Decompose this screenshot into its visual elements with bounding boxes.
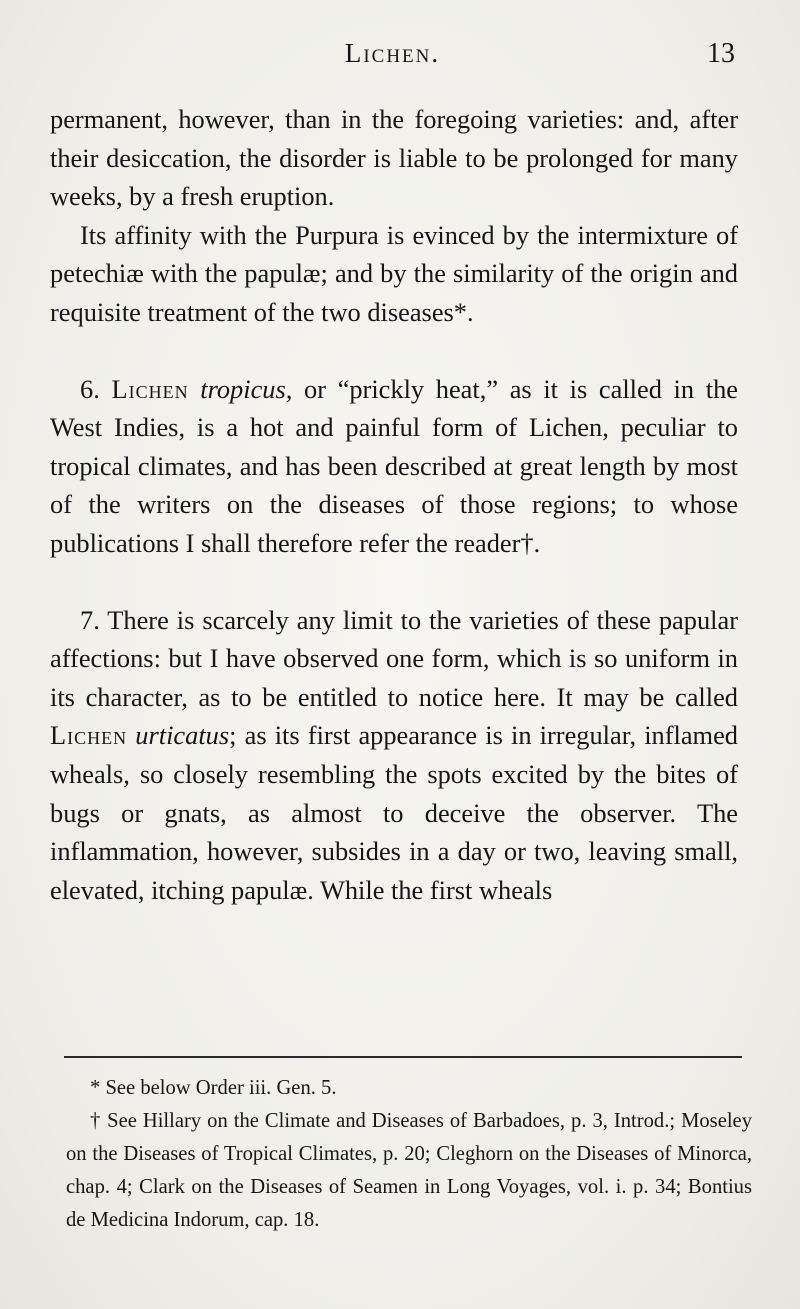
paragraph-text: ; as its first appearance is in irregular, inflamed wheals, so closely resembling the spots excited by the bites of bugs or gnats, as almost to deceive the observer. The inflammation, however, subsides in a day or two, leaving small, elevated, itching papulæ. While the first wheals <box>50 720 738 905</box>
paragraph-purpura-affinity: Its affinity with the Purpura is evinced by the intermixture of petechiæ with the papulæ; and by the similarity of the origin and requisite treatment of the two diseases*. <box>50 219 738 327</box>
genus-name: Lichen <box>111 373 189 404</box>
running-head: Lichen. <box>344 38 441 68</box>
paragraph-continued: permanent, however, than in the foregoing varieties: and, after their desiccation, the disorder is liable to be prolonged for many weeks, by a fresh eruption. <box>50 104 738 212</box>
paragraph-lichen-urticatus <box>50 601 738 910</box>
footnote-dagger: † See Hillary on the Climate and Diseases of Barbadoes, p. 3, Introd.; Moseley on the Diseases of Tropical Climates, p. 20; Cleghorn on the Diseases of Minorca, chap. 4; Clark on the Diseases of Seamen in Long Voyages, vol. i. p. 34; Bontius de Medicina Indorum, cap. 18. <box>66 1110 752 1231</box>
paragraph-text: 7. There is scarcely any limit to the varieties of these papular affections: but I have observed one form, which is so uniform in its character, as to be entitled to notice here. It may be called <box>50 604 738 712</box>
paragraph-lichen-tropicus <box>50 370 738 563</box>
section-number: 6. <box>80 373 100 404</box>
footnote-rule <box>64 1056 742 1058</box>
genus-name: Lichen <box>50 720 128 751</box>
species-name: tropicus, <box>200 373 293 404</box>
footnote-asterisk: * See below Order iii. Gen. 5. <box>90 1077 337 1099</box>
species-name: urticatus <box>135 720 230 751</box>
paragraph-text: or “prickly heat,” as it is called in the West Indies, is a hot and painful form of Lichen, peculiar to tropical climates, and has been described at great length by most of the writers on the diseases of those regions; to whose publications I shall therefore refer the reader†. <box>50 373 738 558</box>
page-header <box>50 38 735 78</box>
body-text <box>50 100 738 909</box>
page-number: 13 <box>707 38 735 69</box>
footnotes <box>66 1072 752 1237</box>
